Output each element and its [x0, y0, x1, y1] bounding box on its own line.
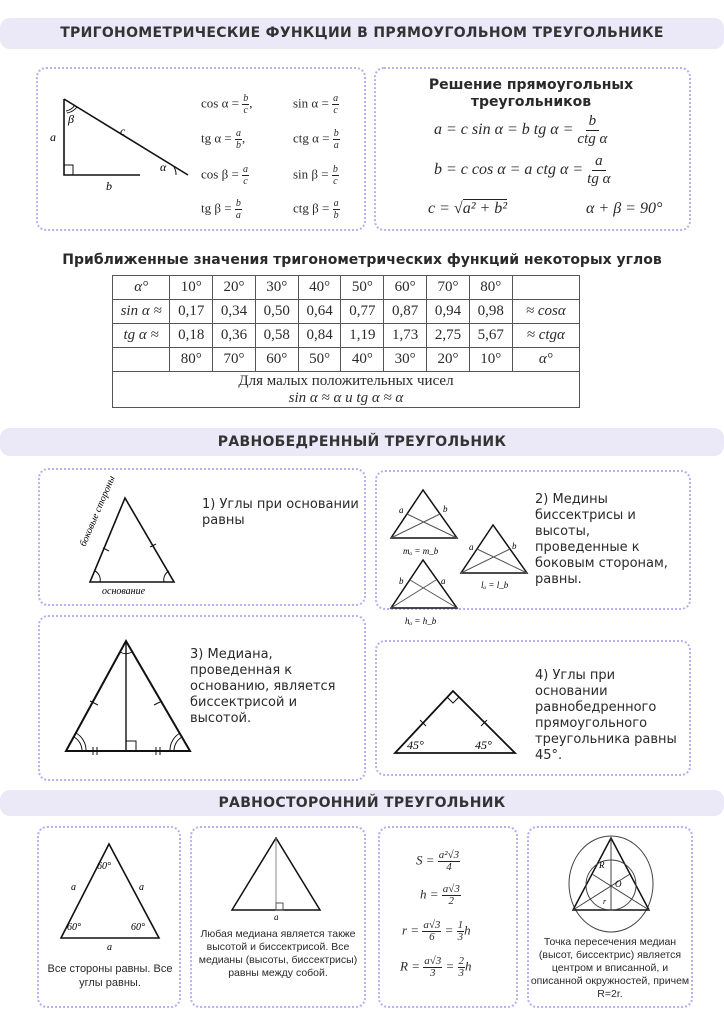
formula-circumradius: R = $\frac{a√3}{3}$ = $\frac{2}{3}$ h [400, 955, 472, 979]
medians-bisectors-heights-diagram [385, 480, 545, 626]
isosceles-card-3 [38, 615, 366, 781]
side-a-base-label: a [274, 912, 279, 922]
table-cell: 50° [298, 348, 341, 372]
bisector-side-b-label: b [512, 541, 517, 551]
right-triangle-solution-card [374, 67, 691, 231]
table-cell: 0,64 [298, 300, 341, 324]
table-cell: 30° [384, 348, 427, 372]
base-label: основание [102, 586, 146, 597]
angle-45-right: 45° [475, 738, 492, 752]
table-cell: ≈ cosα [512, 300, 579, 324]
formula-sin-beta: sin β = $\frac{b}{c}$ [293, 164, 338, 187]
table-title: Приближенные значения тригонометрических функций некоторых углов [62, 252, 662, 268]
table-cell: 0,84 [298, 324, 341, 348]
height-equality: hₐ = h_b [405, 616, 437, 626]
side-a-base: a [107, 942, 112, 953]
solution-eq-b: b = c cos α = a ctg α = $\frac{a}{\text{tg α}}$ [434, 153, 611, 187]
formula-cos-beta: cos β = $\frac{a}{c}$ [201, 164, 249, 187]
table-cell: 2,75 [427, 324, 470, 348]
table-cell: α° [512, 348, 579, 372]
table-row [113, 348, 580, 372]
side-a-left: a [71, 882, 76, 893]
table-cell: 20° [427, 348, 470, 372]
table-note-row [113, 372, 580, 408]
table-cell: 0,77 [341, 300, 384, 324]
right-triangle-diagram [50, 91, 198, 193]
equilateral-card-1 [37, 826, 181, 1008]
inradius-label: r [603, 897, 607, 906]
median-side-a-label: a [399, 505, 404, 515]
table-cell: 0,36 [213, 324, 256, 348]
table-cell: 20° [213, 276, 256, 300]
equilateral-text-2: Любая медиана является также высотой и биссектрисой. Все медианы (высоты, биссектрисы) равны между собой. [198, 928, 358, 979]
table-cell [113, 348, 170, 372]
inscribed-circumscribed-diagram [567, 834, 657, 934]
table-cell: 50° [341, 276, 384, 300]
table-note-cell [113, 372, 580, 408]
table-cell: 70° [213, 348, 256, 372]
table-cell: ≈ ctgα [512, 324, 579, 348]
height-side-b-label: b [399, 576, 404, 586]
table-cell: 80° [469, 276, 512, 300]
isosceles-median-diagram [62, 637, 202, 757]
solution-eq-angles: α + β = 90° [586, 200, 663, 217]
side-c-label: c [120, 124, 126, 138]
table-cell: 0,87 [384, 300, 427, 324]
table-note-1: Для малых положительных чисел [238, 372, 454, 389]
isosceles-triangle-diagram [77, 474, 190, 600]
median-equality: mₐ = m_b [403, 546, 439, 556]
table-cell: 40° [298, 276, 341, 300]
table-cell: 5,67 [469, 324, 512, 348]
bisector-equality: lₐ = l_b [481, 580, 509, 590]
angle-60-left: 60° [67, 922, 81, 933]
table-row [113, 300, 580, 324]
median-side-b-label: b [443, 504, 448, 514]
section-header-isosceles: РАВНОБЕДРЕННЫЙ ТРЕУГОЛЬНИК [0, 428, 724, 456]
table-cell: 0,18 [170, 324, 213, 348]
table-cell: 40° [341, 348, 384, 372]
section-header-equilateral: РАВНОСТОРОННИЙ ТРЕУГОЛЬНИК [0, 790, 724, 816]
table-cell: 1,19 [341, 324, 384, 348]
equilateral-text-4: Точка пересечения медиан (высот, биссектрис) является центром и вписанной, и описанной окружностей, причем R=2r. [530, 936, 690, 1000]
formula-cos-alpha: cos α = $\frac{b}{c}$ , [201, 93, 253, 116]
table-cell: 0,50 [255, 300, 298, 324]
equilateral-formulas-card [378, 826, 518, 1008]
equilateral-circles-card [527, 826, 693, 1008]
angle-alpha-label: α [160, 160, 167, 174]
property-4-text: 4) Углы при основании равнобедренного прямоугольного треугольника равны 45°. [535, 668, 677, 763]
trig-values-table [112, 275, 580, 408]
formula-area: S = $\frac{\text{a²√3}}{4}$ [416, 849, 460, 873]
table-cell: 10° [469, 348, 512, 372]
formula-tg-beta: tg β = $\frac{b}{a}$ [201, 198, 241, 221]
table-cell: 60° [255, 348, 298, 372]
formula-sin-alpha: sin α = $\frac{a}{c}$ [293, 93, 339, 116]
side-b-label: b [106, 179, 112, 193]
center-label: O [615, 879, 622, 889]
equilateral-card-2 [190, 826, 366, 1008]
table-note-2: sin α ≈ α и tg α ≈ α [288, 389, 404, 406]
isosceles-card-2 [375, 470, 691, 626]
lateral-sides-label: боковые стороны [77, 474, 118, 549]
angle-60-top: 60° [97, 861, 111, 872]
property-2-text: 2) Медины биссектрисы и высоты, проведенные к боковым сторонам, равны. [535, 492, 668, 587]
bisector-side-a-label: a [469, 542, 474, 552]
equilateral-text-1: Все стороны равны. Все углы равны. [47, 963, 173, 989]
table-cell: 0,98 [469, 300, 512, 324]
circumradius-label: R [599, 860, 605, 870]
table-cell: 0,34 [213, 300, 256, 324]
equilateral-angles-diagram [55, 840, 165, 953]
angle-60-right: 60° [131, 922, 145, 933]
height-side-a-label: a [441, 576, 446, 586]
isosceles-card-4 [375, 640, 691, 776]
table-cell: 1,73 [384, 324, 427, 348]
solution-eq-a: a = c sin α = b tg α = b ctg α [434, 113, 608, 147]
solution-eq-c: c = √a² + b² [428, 200, 508, 217]
trig-definitions-card [36, 67, 366, 231]
table-cell: sin α ≈ [113, 300, 170, 324]
table-cell: 0,94 [427, 300, 470, 324]
angle-beta-label: β [68, 112, 74, 126]
property-3-text: 3) Медиана, проведенная к основанию, является биссектрисой и высотой. [190, 647, 336, 726]
equilateral-median-diagram [226, 834, 326, 924]
table-cell: 10° [170, 276, 213, 300]
table-cell: tg α ≈ [113, 324, 170, 348]
table-cell: 0,58 [255, 324, 298, 348]
table-cell [512, 276, 579, 300]
table-row [113, 324, 580, 348]
table-row [113, 276, 580, 300]
table-cell: 30° [255, 276, 298, 300]
table-cell: 70° [427, 276, 470, 300]
property-1-text: 1) Углы при основании равны [202, 497, 359, 528]
formula-inradius: r = $\frac{a√3}{6}$ = $\frac{1}{3}$ h [402, 919, 471, 943]
side-a-label: a [50, 130, 56, 144]
formula-ctg-alpha: ctg α = $\frac{b}{a}$ [293, 128, 339, 151]
table-cell: 80° [170, 348, 213, 372]
table-cell: 0,17 [170, 300, 213, 324]
table-cell: α° [113, 276, 170, 300]
side-a-right: a [139, 882, 144, 893]
solution-title: Решение прямоугольных треугольников [428, 77, 634, 110]
formula-tg-alpha: tg α = $\frac{a}{b}$ , [201, 128, 246, 151]
section-header-trig: ТРИГОНОМЕТРИЧЕСКИЕ ФУНКЦИИ В ПРЯМОУГОЛЬНОМ ТРЕУГОЛЬНИКЕ [0, 18, 724, 49]
table-cell: 60° [384, 276, 427, 300]
right-isosceles-diagram [387, 687, 527, 757]
formula-height: h = $\frac{a√3}{2}$ [420, 883, 460, 907]
angle-45-left: 45° [407, 738, 424, 752]
formula-ctg-beta: ctg β = $\frac{a}{b}$ [293, 198, 339, 221]
isosceles-card-1 [38, 468, 366, 606]
